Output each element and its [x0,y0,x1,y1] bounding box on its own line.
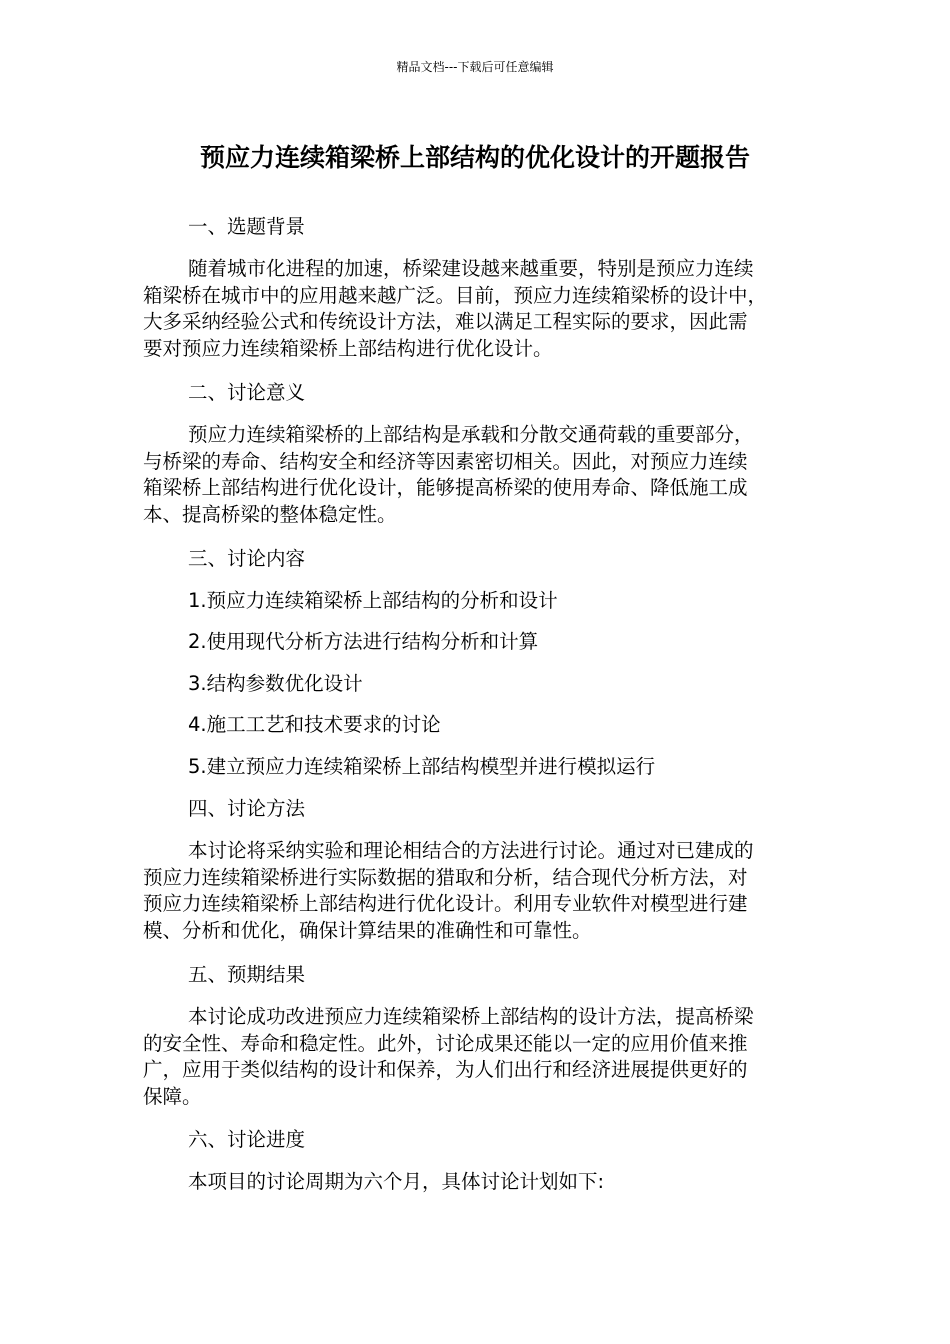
paragraph-line: 广，应用于类似结构的设计和保养，为人们出行和经济进展提供更好的 [143,1058,748,1081]
paragraph-line: 大多采纳经验公式和传统设计方法，难以满足工程实际的要求，因此需 [143,310,748,333]
page-header: 精品文档---下载后可任意编辑 [396,60,554,74]
paragraph-line: 箱梁桥上部结构进行优化设计，能够提高桥梁的使用寿命、降低施工成 [143,476,748,499]
paragraph-line: 预应力连续箱梁桥的上部结构是承载和分散交通荷载的重要部分， [188,423,754,446]
list-item: 3.结构参数优化设计 [188,672,363,695]
list-item: 5.建立预应力连续箱梁桥上部结构模型并进行模拟运行 [188,755,656,778]
paragraph-schedule: 本项目的讨论周期为六个月，具体讨论计划如下: [188,1170,605,1193]
paragraph-line: 本讨论成功改进预应力连续箱梁桥上部结构的设计方法，提高桥梁 [188,1005,754,1028]
paragraph-significance [143,422,803,528]
paragraph-method [143,838,803,944]
paragraph-line: 预应力连续箱梁桥上部结构进行优化设计。利用专业软件对模型进行建 [143,892,748,915]
paragraph-expected-results [143,1004,803,1110]
paragraph-line: 保障。 [143,1084,202,1108]
list-item: 4.施工工艺和技术要求的讨论 [188,713,441,736]
section-heading-background: 一、选题背景 [188,215,306,238]
section-heading-significance: 二、讨论意义 [188,381,306,404]
paragraph-line: 与桥梁的寿命、结构安全和经济等因素密切相关。因此，对预应力连续 [143,449,748,473]
paragraph-line: 随着城市化进程的加速，桥梁建设越来越重要，特别是预应力连续 [188,257,754,280]
paragraph-line: 箱梁桥在城市中的应用越来越广泛。目前，预应力连续箱梁桥的设计中， [143,283,768,307]
paragraph-line: 的安全性、寿命和稳定性。此外，讨论成果还能以一定的应用价值来推 [143,1031,748,1055]
list-item: 1.预应力连续箱梁桥上部结构的分析和设计 [188,589,558,612]
list-item: 2.使用现代分析方法进行结构分析和计算 [188,630,539,653]
paragraph-line: 本讨论将采纳实验和理论相结合的方法进行讨论。通过对已建成的 [188,839,754,862]
document-title: 预应力连续箱梁桥上部结构的优化设计的开题报告 [199,143,750,172]
paragraph-line: 模、分析和优化，确保计算结果的准确性和可靠性。 [143,918,592,942]
section-heading-content: 三、讨论内容 [188,547,306,570]
paragraph-line: 要对预应力连续箱梁桥上部结构进行优化设计。 [143,336,553,360]
paragraph-line: 预应力连续箱梁桥进行实际数据的猎取和分析，结合现代分析方法，对 [143,865,748,889]
section-heading-method: 四、讨论方法 [188,797,306,820]
paragraph-background [143,256,803,362]
paragraph-line: 本、提高桥梁的整体稳定性。 [143,502,397,526]
section-heading-expected-results: 五、预期结果 [188,963,306,986]
section-heading-schedule: 六、讨论进度 [188,1128,306,1151]
